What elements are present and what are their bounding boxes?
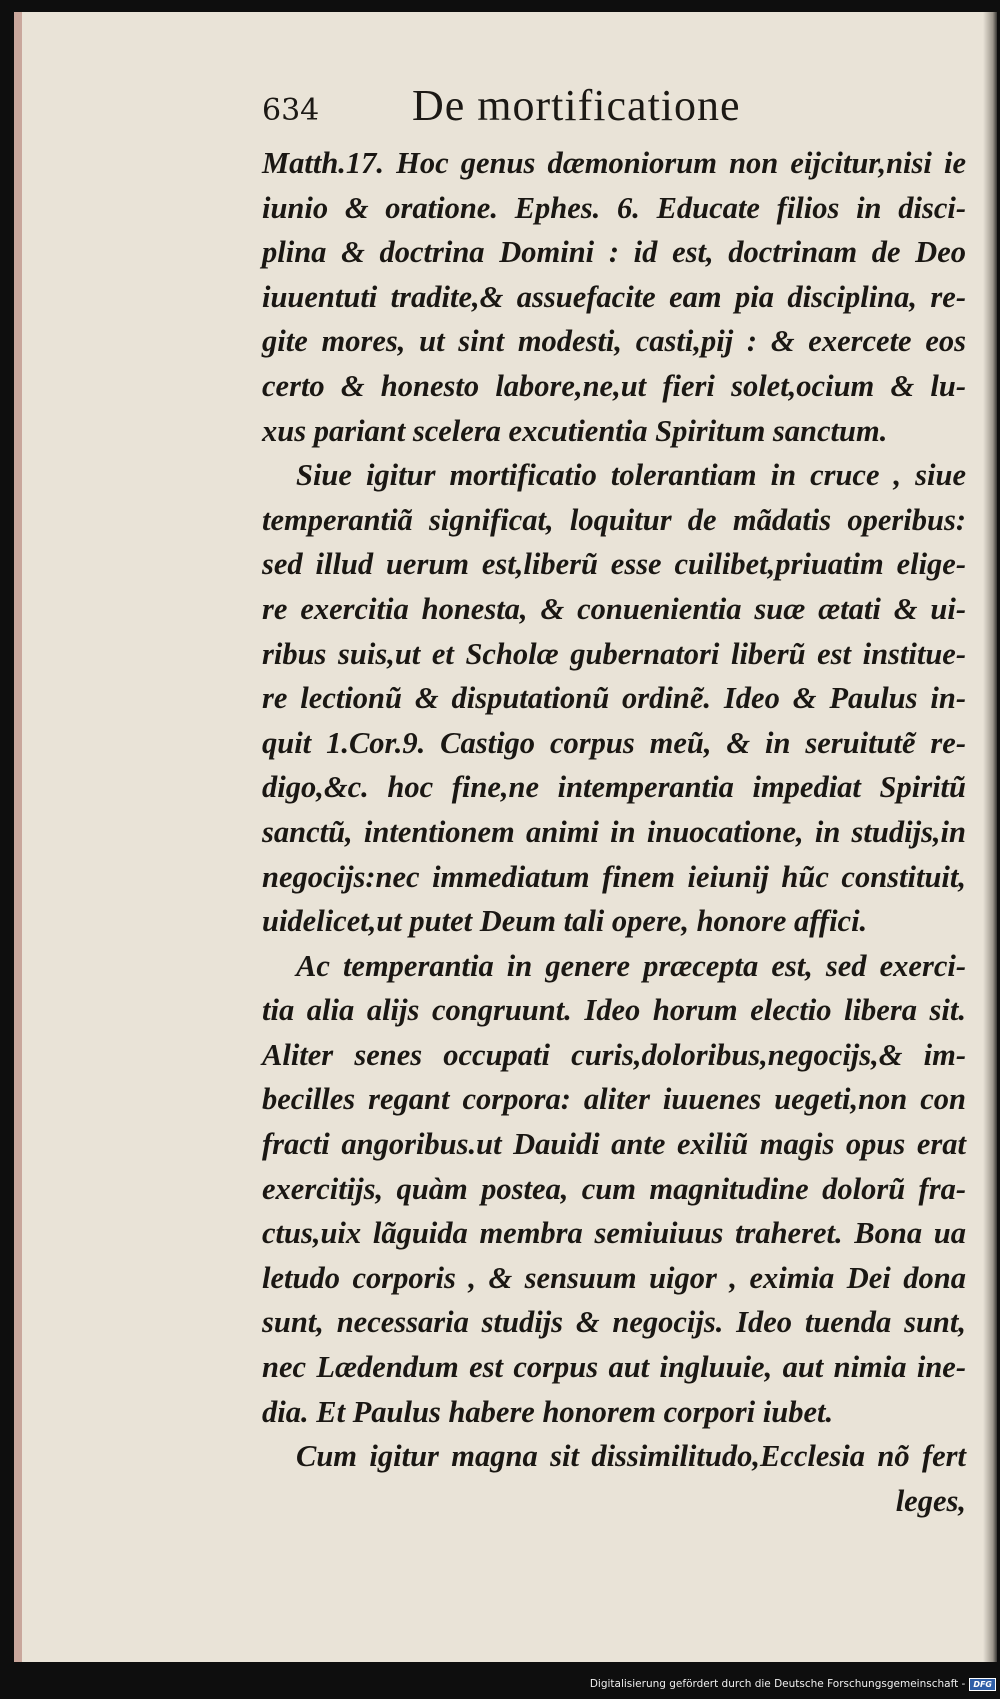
text-line: re exercitia honesta, & conuenientia suæ ætati & ui- [262, 591, 966, 626]
text-line: letudo corporis , & sensuum uigor , eximia Dei dona [262, 1260, 966, 1295]
text-line: xus pariant scelera excutientia Spiritum sanctum. [262, 413, 888, 448]
text-line-paragraph-start: Cum igitur magna sit dissimilitudo,Ecclesia nõ fert [296, 1439, 966, 1474]
catchword: leges, [895, 1483, 966, 1518]
text-line: digo,&c. hoc fine,ne intemperantia impediat Spiritũ [262, 770, 966, 805]
text-line: becilles regant corpora: aliter iuuenes uegeti,non con [262, 1082, 966, 1117]
text-line: temperantiã significat, loquitur de mãdatis operibus: [262, 502, 966, 537]
text-line: re lectionũ & disputationũ ordinẽ. Ideo & Paulus in- [262, 681, 966, 716]
text-line: sunt, necessaria studijs & negocijs. Ideo tuenda sunt, [262, 1305, 966, 1340]
text-line: dia. Et Paulus habere honorem corpori iubet. [262, 1394, 834, 1429]
text-line: negocijs:nec immediatum finem ieiunij hũc constituit, [262, 859, 966, 894]
text-line-paragraph-start: Siue igitur mortificatio tolerantiam in cruce , siue [296, 458, 966, 493]
text-line: sanctũ, intentionem animi in inuocatione, in studijs,in [262, 814, 966, 849]
text-line: nec Lædendum est corpus aut ingluuie, aut nimia ine- [262, 1350, 966, 1385]
text-line: uidelicet,ut putet Deum tali opere, honore affici. [262, 904, 868, 939]
text-line: sed illud uerum est,liberũ esse cuilibet,priuatim elige- [262, 547, 966, 582]
text-line: iunio & oratione. Ephes. 6. Educate filios in disci- [262, 190, 966, 225]
credit-text: Digitalisierung gefördert durch die Deutsche Forschungsgemeinschaft - [589, 1678, 966, 1690]
text-line: plina & doctrina Domini : id est, doctrinam de Deo [262, 235, 966, 270]
text-line: Matth.17. Hoc genus dæmoniorum non eijcitur,nisi ie [262, 146, 966, 180]
text-line: ctus,uix lãguida membra semiuiuus traheret. Bona ua [262, 1216, 966, 1251]
text-line: Aliter senes occupati curis,doloribus,negocijs,& im- [262, 1037, 966, 1072]
text-line-paragraph-start: Ac temperantia in genere præcepta est, sed exerci- [296, 948, 966, 983]
digitization-credit [590, 1671, 996, 1697]
running-head: De mortificatione [412, 81, 741, 130]
text-line: tia alia alijs congruunt. Ideo horum electio libera sit. [262, 993, 966, 1028]
text-line: exercitijs, quàm postea, cum magnitudine dolorũ fra- [262, 1171, 966, 1206]
text-line: fracti angoribus.ut Dauidi ante exiliũ magis opus erat [262, 1127, 966, 1162]
page-header [262, 80, 822, 140]
text-line: iuuentuti tradite,& assuefacite eam pia disciplina, re- [262, 279, 966, 314]
page-number: 634 [262, 93, 320, 128]
text-line: gite mores, ut sint modesti, casti,pij : & exercete eos [262, 324, 966, 359]
text-line: ribus suis,ut et Scholæ gubernatori liberũ est instituе- [262, 636, 966, 671]
text-line: quit 1.Cor.9. Castigo corpus meũ, & in seruitutẽ re- [262, 725, 966, 760]
text-line: certo & honesto labore,ne,ut fieri solet,ocium & lu- [262, 368, 966, 403]
dfg-logo: DFG [969, 1678, 996, 1691]
body-text [262, 141, 966, 1523]
page-gutter-shadow [983, 12, 997, 1662]
